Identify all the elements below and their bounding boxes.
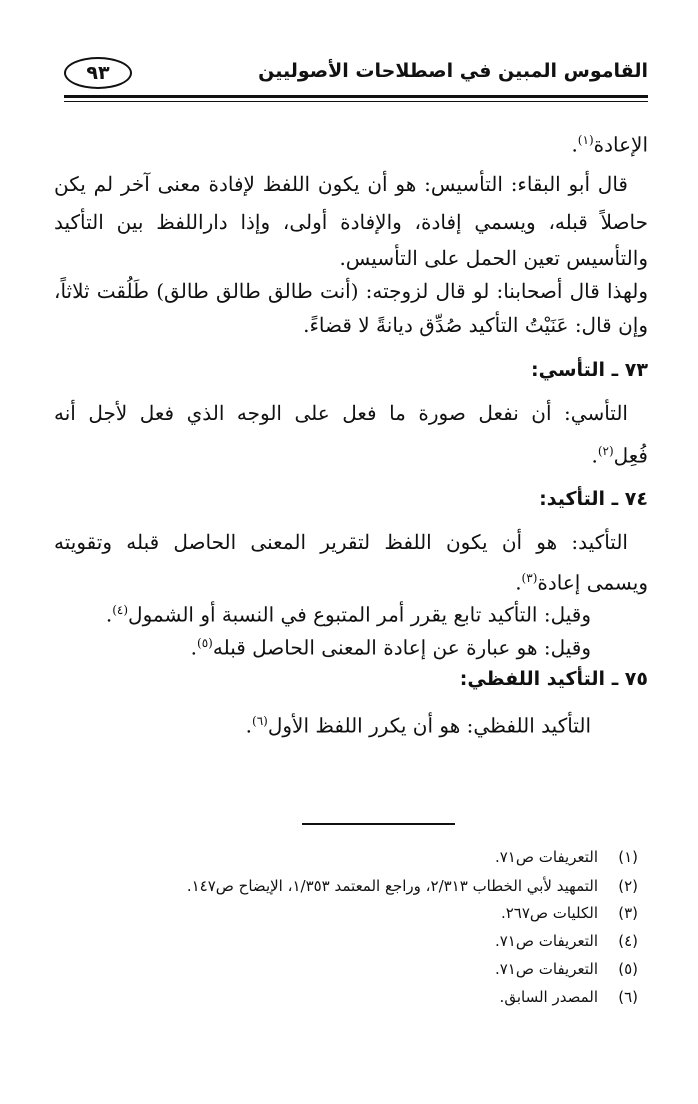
paragraph-line (54, 703, 591, 744)
footnote-separator (302, 823, 455, 825)
footnote-number: (٣) (618, 904, 638, 922)
page-number-oval (64, 57, 132, 89)
footnote-text: المصدر السابق. (499, 988, 598, 1006)
paragraph-line: والتأسيس تعين الحمل على التأسيس. (339, 246, 648, 270)
footnote-number: (٦) (618, 988, 638, 1006)
page-number: ٩٣ (86, 62, 110, 84)
running-header-title: القاموس المبين في اصطلاحات الأصوليين (258, 60, 648, 82)
footnote-number: (٥) (618, 960, 638, 978)
footnote-number: (٢) (618, 877, 638, 895)
line-end: . (515, 570, 522, 595)
footnote-ref: (٦) (252, 714, 268, 728)
section-heading-73: ٧٣ ـ التأسي: (531, 359, 648, 381)
paragraph-line (54, 625, 591, 666)
footnote-ref: (٥) (197, 636, 213, 650)
footnote-item (60, 873, 638, 899)
footnote-number: (١) (618, 848, 638, 866)
section-heading-75: ٧٥ ـ التأكيد اللفظي: (459, 668, 648, 690)
paragraph-line: التأسي: أن نفعل صورة ما فعل على الوجه الذي فعل لأجل أنه (54, 401, 628, 425)
footnote-text: التعريفات ص٧١. (494, 932, 598, 950)
footnote-text: التعريفات ص٧١. (494, 848, 598, 866)
line-end: . (105, 602, 113, 627)
paragraph-line: حاصلاً قبله، ويسمي إفادة، والإفادة أولى، وإذا داراللفظ بين التأكيد (54, 210, 648, 234)
paragraph-line: قال أبو البقاء: التأسيس: هو أن يكون اللفظ لإفادة معنى آخر لم يكن (54, 172, 628, 196)
line-end: . (190, 635, 198, 660)
footnote-text: التمهيد لأبي الخطاب ٢/٣١٣، وراجع المعتمد ١/٣٥٣، الإيضاح ص١٤٧. (186, 877, 598, 895)
line-text: ويسمى إعادة (537, 570, 648, 595)
footnote-ref: (٤) (112, 603, 129, 617)
footnote-item (60, 984, 638, 1010)
footnote-number: (٤) (618, 932, 638, 950)
footnote-ref: (٣) (521, 571, 538, 585)
line-text: الإعادة (593, 132, 648, 157)
line-end: . (245, 713, 253, 738)
paragraph-line (54, 122, 648, 163)
header-rule-thin (64, 101, 648, 102)
footnote-text: التعريفات ص٧١. (494, 960, 598, 978)
section-heading-74: ٧٤ ـ التأكيد: (539, 488, 648, 510)
header-rule-thick (64, 95, 648, 98)
footnote-ref: (٢) (597, 444, 614, 458)
footnote-item (60, 900, 638, 926)
footnote-item (60, 956, 638, 982)
line-text: فُعِل (613, 443, 648, 468)
line-text: التأكيد اللفظي: هو أن يكرر اللفظ الأول (267, 713, 591, 738)
line-end: . (571, 132, 578, 157)
line-text: وقيل: هو عبارة عن إعادة المعنى الحاصل قبله (212, 635, 591, 660)
line-text: وقيل: التأكيد تابع يقرر أمر المتبوع في النسبة أو الشمول (128, 602, 591, 627)
footnote-item (60, 928, 638, 954)
paragraph-line: التأكيد: هو أن يكون اللفظ لتقرير المعنى الحاصل قبله وتقويته (54, 530, 628, 554)
paragraph-line (54, 433, 648, 474)
footnote-item (60, 844, 638, 870)
paragraph-line: وإن قال: عَنَيْتُ التأكيد صُدِّق ديانةً لا قضاءً. (303, 313, 648, 337)
paragraph-line: ولهذا قال أصحابنا: لو قال لزوجته: (أنت طالق طالق طالق) طَلُقت ثلاثاً، (54, 279, 648, 303)
line-end: . (591, 443, 598, 468)
footnote-text: الكليات ص٢٦٧. (500, 904, 598, 922)
footnote-ref: (١) (577, 133, 594, 147)
